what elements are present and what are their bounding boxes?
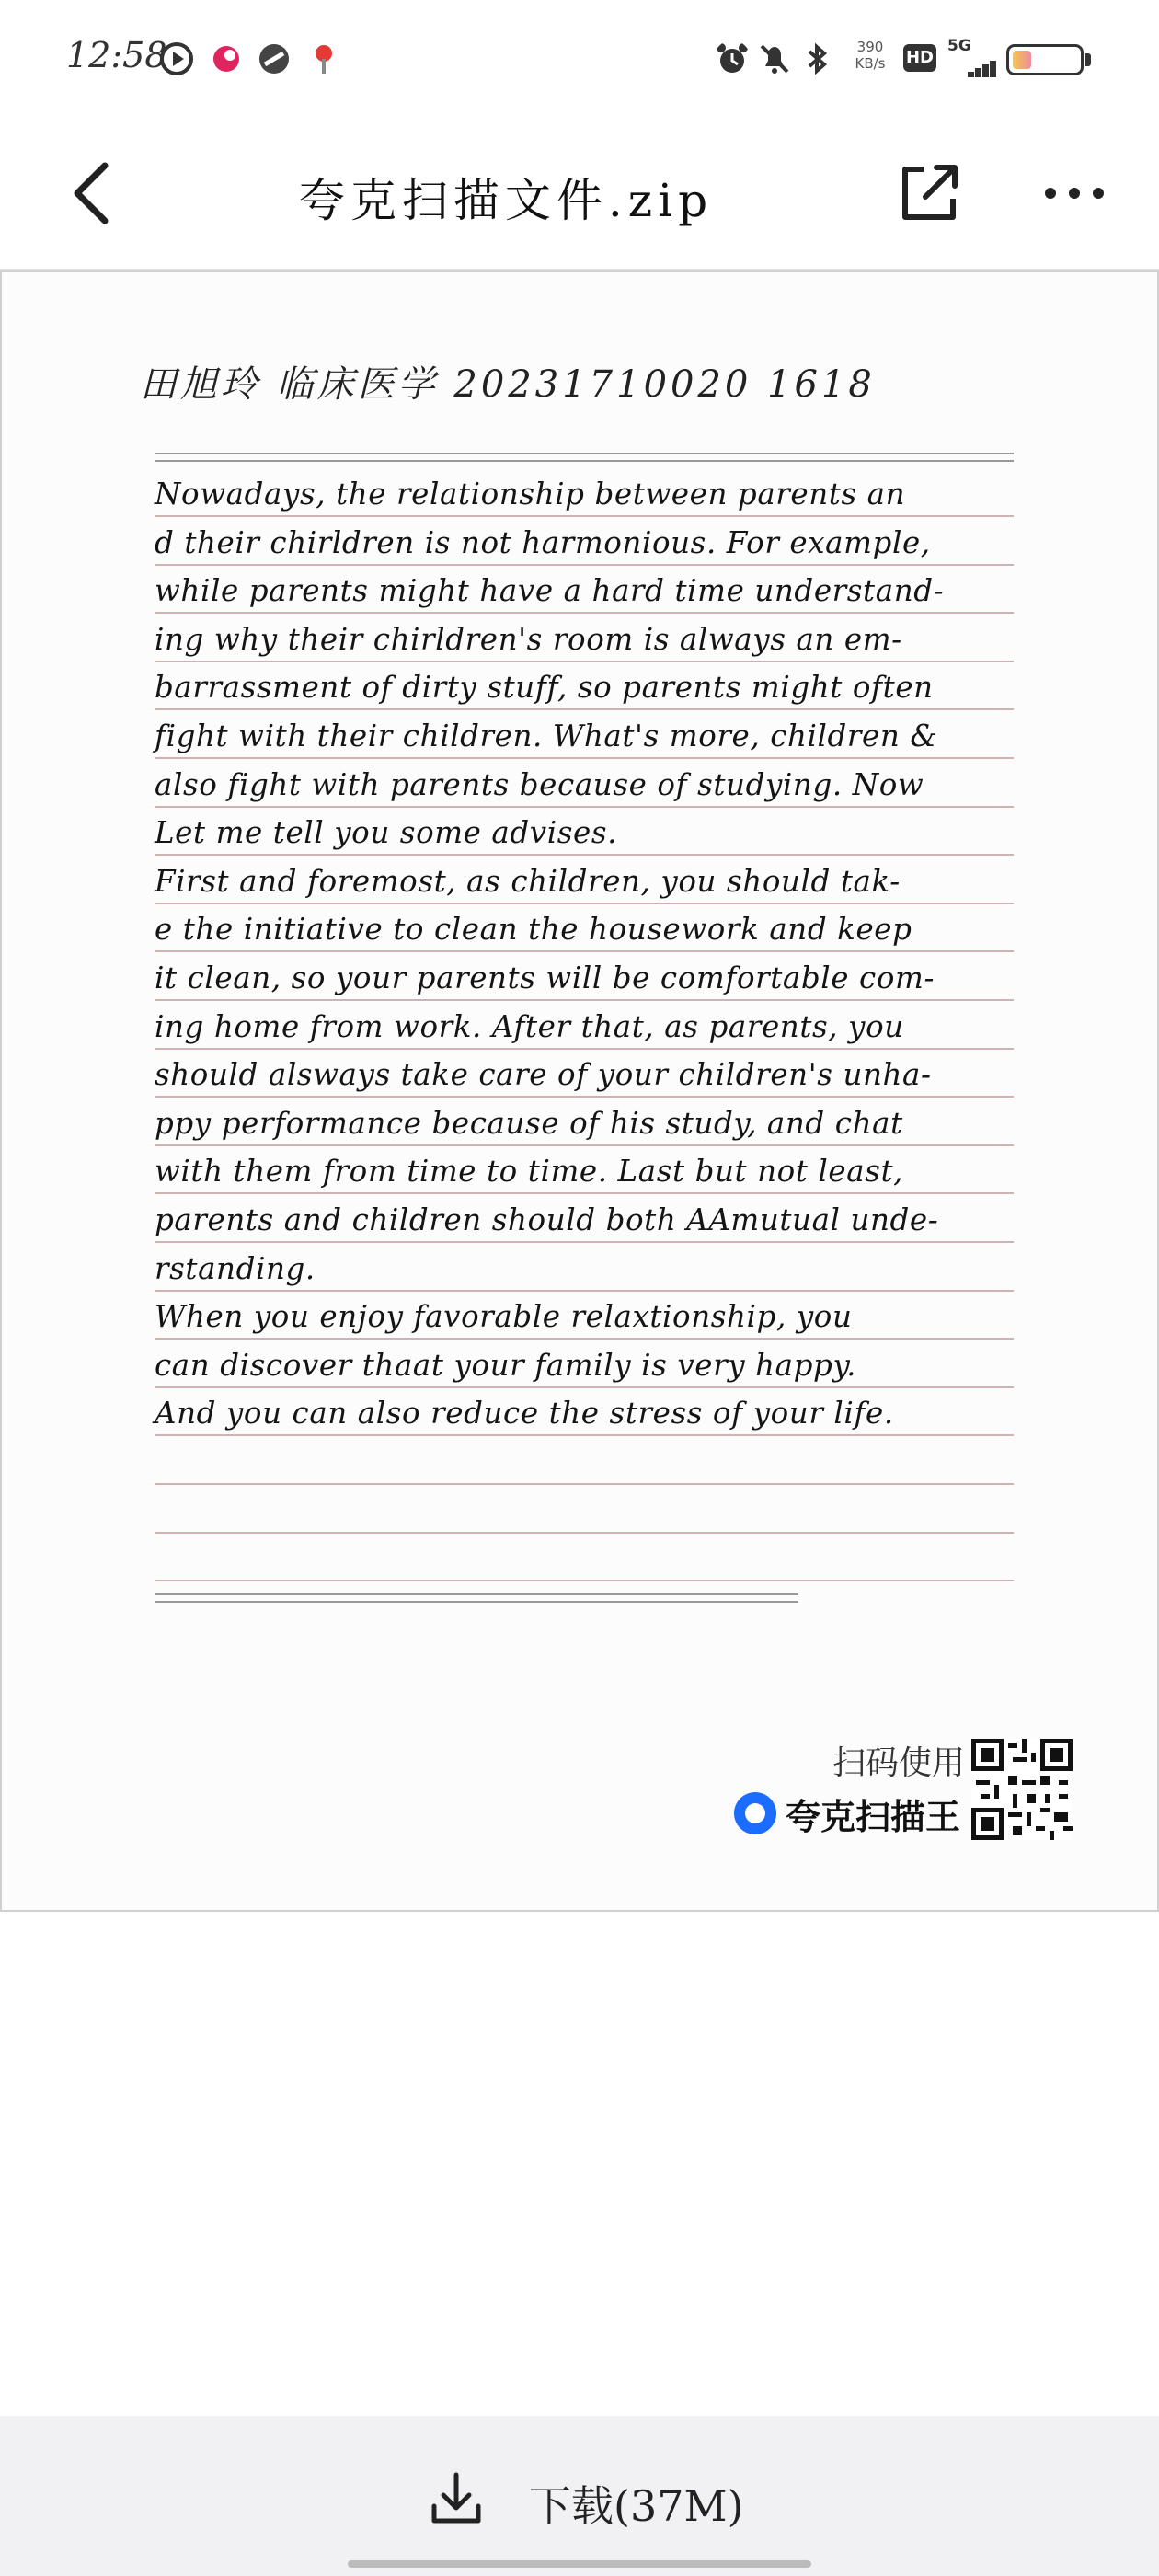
essay-line bbox=[155, 1097, 1014, 1146]
essay-line bbox=[155, 516, 1014, 566]
bottom-rule bbox=[155, 1593, 798, 1595]
essay-line bbox=[155, 903, 1014, 952]
essay-line bbox=[155, 758, 1014, 808]
brand-logo-icon bbox=[734, 1792, 776, 1834]
home-indicator[interactable] bbox=[348, 2560, 811, 2568]
download-icon bbox=[427, 2469, 486, 2528]
essay-line bbox=[155, 1290, 1014, 1340]
download-button[interactable] bbox=[414, 2456, 745, 2539]
more-button[interactable] bbox=[1038, 175, 1111, 212]
scan-to-use-label: 扫码使用 bbox=[832, 1744, 966, 1782]
bottom-rule bbox=[155, 1601, 798, 1603]
essay-line-text: can discover thaat your family is very happy. bbox=[155, 1347, 857, 1383]
alarm-icon bbox=[714, 40, 751, 77]
essay-line-text: ing home from work. After that, as parents, you bbox=[155, 1008, 904, 1044]
essay-line-text: with them from time to time. Last but not least, bbox=[155, 1154, 904, 1190]
essay-line bbox=[155, 467, 1014, 517]
app-icon bbox=[208, 40, 245, 77]
play-icon bbox=[158, 40, 195, 77]
essay-line-text: barrassment of dirty stuff, so parents might often bbox=[155, 670, 934, 706]
essay-line-text: ing why their chirldren's room is always an em- bbox=[155, 621, 902, 657]
page-title: 夸克扫描文件.zip bbox=[298, 174, 714, 227]
share-button[interactable] bbox=[892, 156, 966, 230]
essay-line bbox=[155, 613, 1014, 662]
essay-line-text: it clean, so your parents will be comfortable com- bbox=[155, 960, 935, 995]
net-speed bbox=[850, 39, 890, 72]
document-header-line: 田旭玲 临床医学 20231710020 1618 bbox=[140, 363, 876, 406]
essay-line-text: d their chirldren is not harmonious. For example, bbox=[155, 524, 931, 560]
essay-line-text: also fight with parents because of studying. Now bbox=[155, 766, 924, 802]
essay-line-text: First and foremost, as children, you should tak- bbox=[155, 863, 901, 899]
essay-line-text: Let me tell you some advises. bbox=[155, 815, 618, 851]
top-rule bbox=[155, 460, 1014, 462]
essay-line bbox=[155, 1048, 1014, 1098]
link-icon bbox=[256, 40, 293, 77]
essay-line bbox=[155, 1000, 1014, 1050]
essay-line-text: Nowadays, the relationship between parents an bbox=[155, 477, 906, 512]
net-speed-unit: KB/s bbox=[855, 55, 886, 72]
essay-line-text: fight with their children. What's more, children & bbox=[155, 719, 937, 753]
essay-line-text: ppy performance because of his study, and chat bbox=[155, 1105, 903, 1141]
essay-line-text: And you can also reduce the stress of your life. bbox=[155, 1396, 894, 1432]
essay-line-text: should alsways take care of your children's unha- bbox=[155, 1057, 932, 1093]
location-icon bbox=[305, 40, 342, 77]
empty-ruled-line bbox=[155, 1435, 1014, 1485]
qr-code-icon bbox=[971, 1739, 1073, 1840]
net-speed-value: 390 bbox=[856, 39, 884, 55]
battery-level bbox=[1013, 51, 1031, 69]
essay-line-text: e the initiative to clean the housework and keep bbox=[155, 912, 912, 948]
essay-line bbox=[155, 1339, 1014, 1388]
essay-line bbox=[155, 564, 1014, 614]
essay-line-text: parents and children should both AAmutual unde- bbox=[155, 1202, 939, 1237]
essay-line bbox=[155, 1242, 1014, 1292]
essay-line bbox=[155, 1386, 1014, 1436]
hd-badge: HD bbox=[903, 44, 936, 72]
essay-line bbox=[155, 951, 1014, 1001]
battery-tip bbox=[1085, 53, 1091, 66]
essay-line-text: rstanding. bbox=[155, 1250, 316, 1286]
essay-line bbox=[155, 709, 1014, 759]
essay-line bbox=[155, 855, 1014, 904]
signal-icon bbox=[947, 55, 995, 77]
essay-line bbox=[155, 661, 1014, 710]
brand-name: 夸克扫描王 bbox=[786, 1797, 961, 1837]
download-label: 下载(37M) bbox=[529, 2481, 744, 2531]
essay-line bbox=[155, 1193, 1014, 1243]
network-type: 5G bbox=[947, 37, 971, 55]
empty-ruled-line bbox=[155, 1532, 1014, 1581]
status-time: 12:58 bbox=[66, 35, 167, 75]
empty-ruled-line bbox=[155, 1484, 1014, 1534]
top-rule bbox=[155, 453, 1014, 454]
bluetooth-icon bbox=[798, 40, 835, 77]
essay-line bbox=[155, 806, 1014, 856]
essay-line-text: When you enjoy favorable relaxtionship, you bbox=[155, 1299, 853, 1335]
mute-icon bbox=[756, 40, 793, 77]
essay-line bbox=[155, 1144, 1014, 1194]
status-bar bbox=[0, 0, 1159, 120]
essay-line-text: while parents might have a hard time understand- bbox=[155, 573, 945, 609]
battery-icon bbox=[1006, 44, 1084, 75]
